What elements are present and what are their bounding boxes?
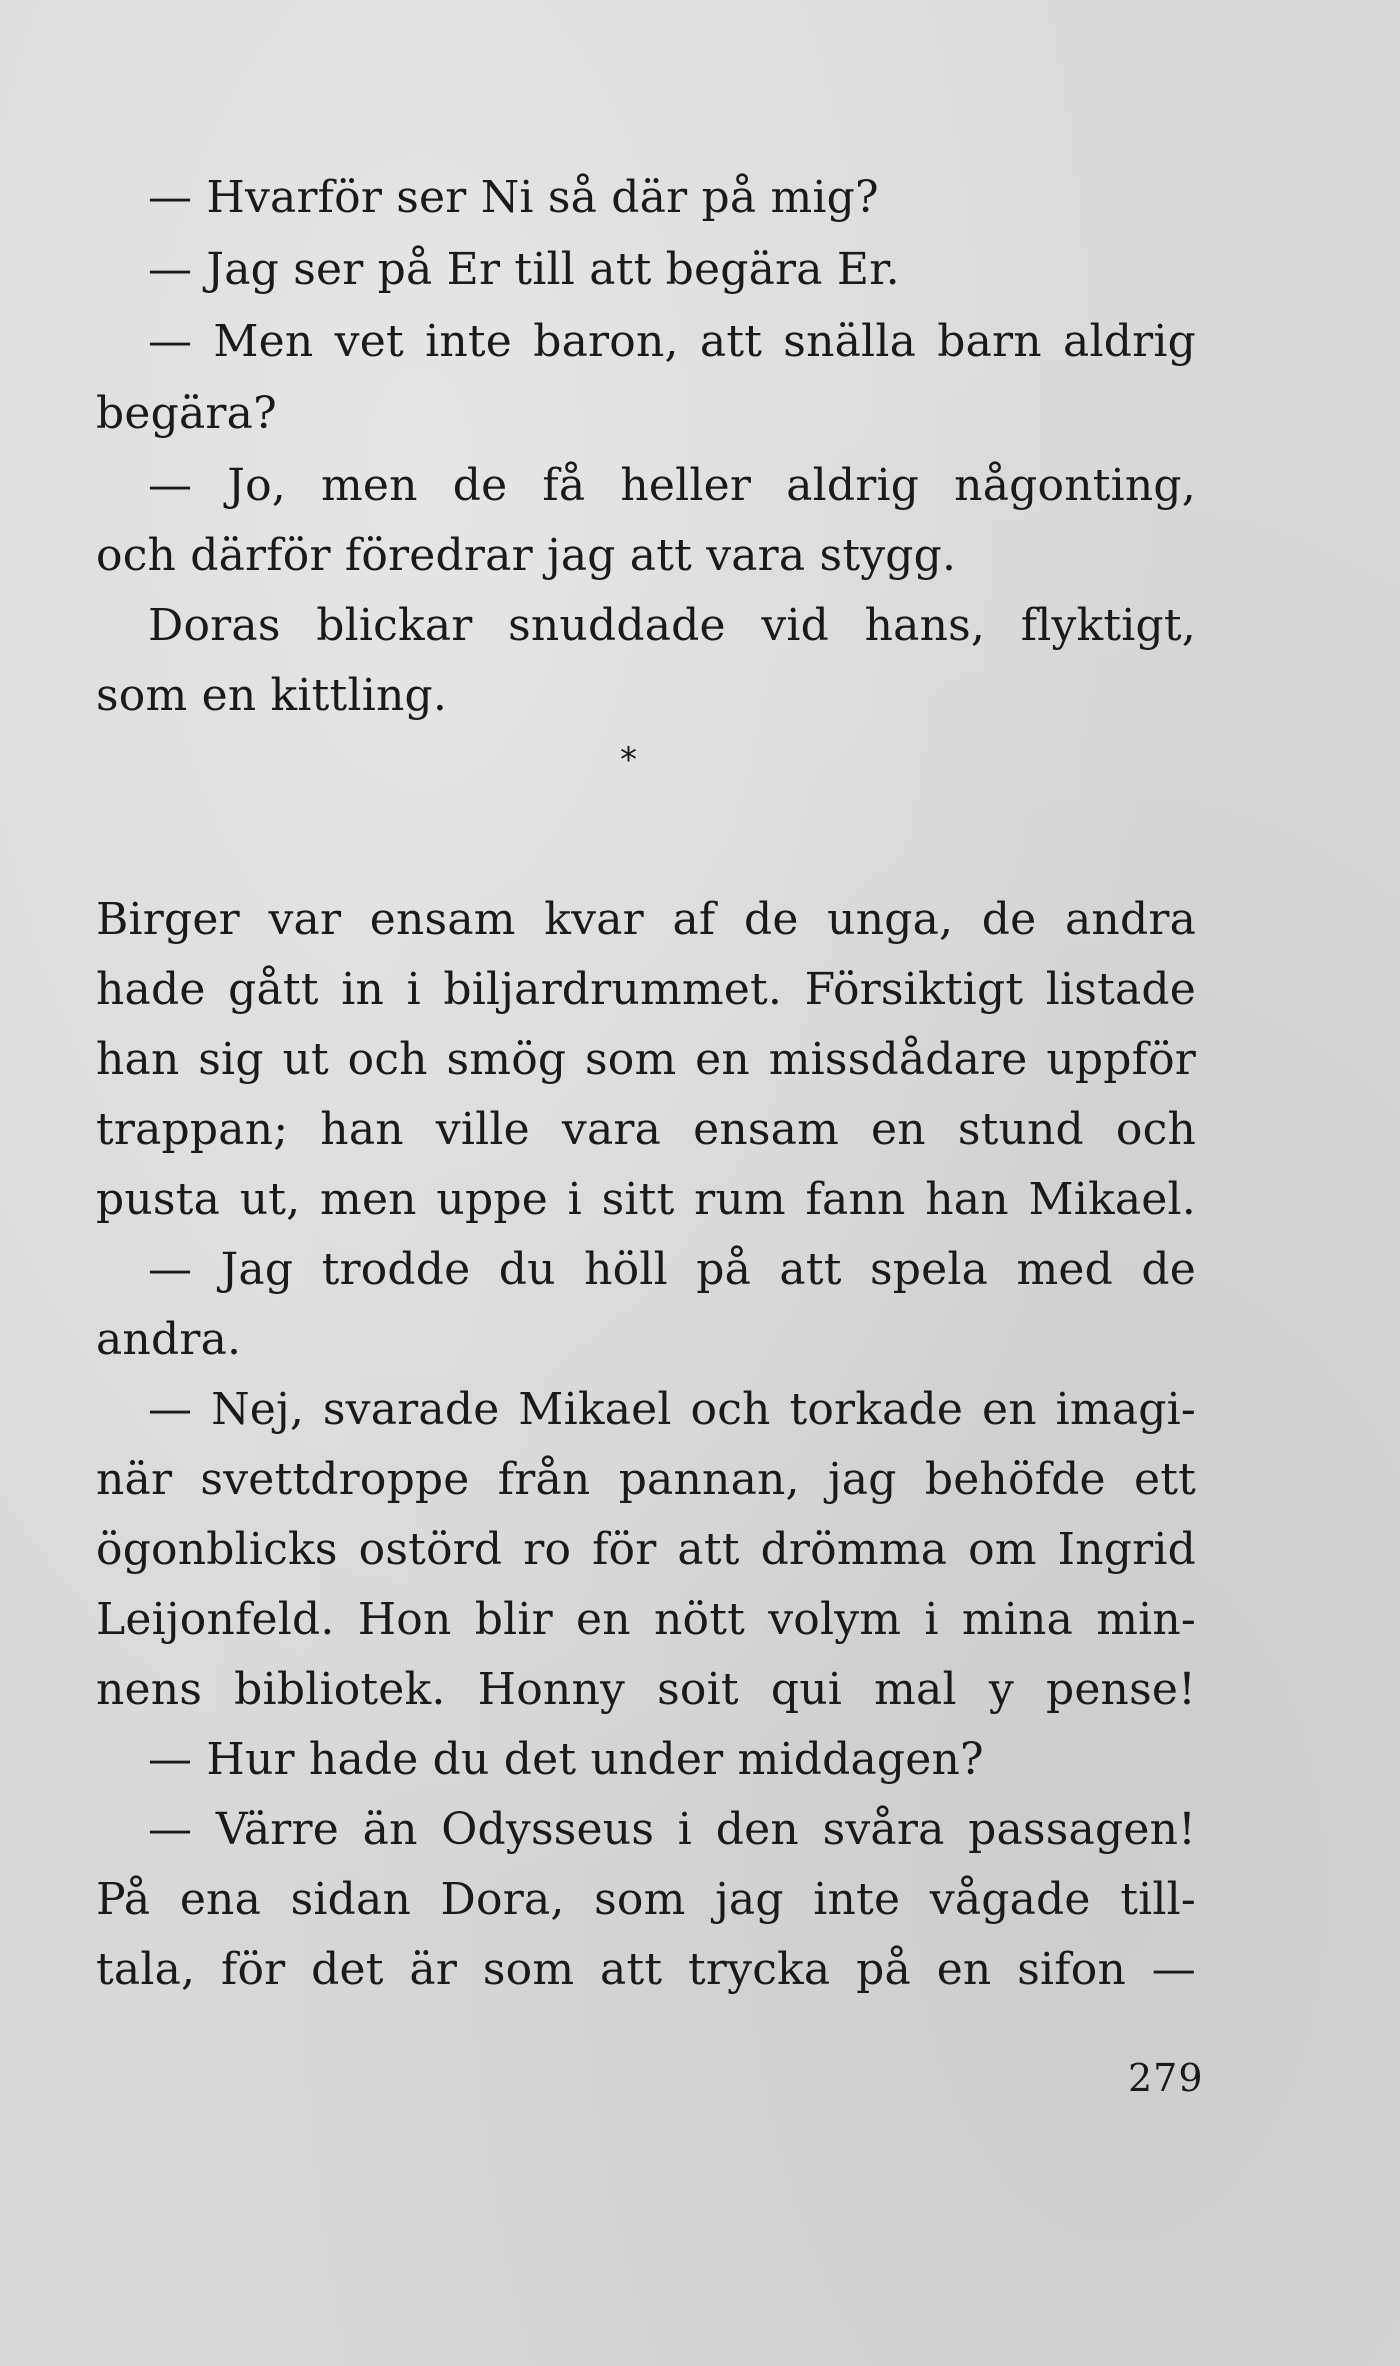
text-line: På ena sidan Dora, som jag inte vågade till-: [96, 1874, 1196, 1925]
text-line: när svettdroppe från pannan, jag behöfde ett: [96, 1454, 1196, 1505]
text-line: och därför föredrar jag att vara stygg.: [96, 530, 957, 581]
text-line: nens bibliotek. Honny soit qui mal y pense!: [96, 1664, 1196, 1715]
text-line: hade gått in i biljardrummet. Försiktigt listade: [96, 964, 1196, 1015]
text-line: andra.: [96, 1314, 242, 1365]
text-line: — Jag trodde du höll på att spela med de: [148, 1244, 1196, 1295]
page-number: 279: [1128, 2056, 1204, 2100]
text-line: han sig ut och smög som en missdådare uppför: [96, 1034, 1196, 1085]
text-line: pusta ut, men uppe i sitt rum fann han Mikael.: [96, 1174, 1196, 1225]
text-line: — Hur hade du det under middagen?: [148, 1734, 984, 1785]
text-line: ögonblicks ostörd ro för att drömma om Ingrid: [96, 1524, 1196, 1575]
text-line: som en kittling.: [96, 670, 448, 721]
text-line: — Hvarför ser Ni så där på mig?: [148, 172, 879, 223]
text-line: tala, för det är som att trycka på en sifon —: [96, 1944, 1196, 1995]
text-line: Leijonfeld. Hon blir en nött volym i mina min-: [96, 1594, 1196, 1645]
text-line: — Men vet inte baron, att snälla barn aldrig: [148, 316, 1196, 367]
text-line: — Värre än Odysseus i den svåra passagen!: [148, 1804, 1196, 1855]
text-line: — Jo, men de få heller aldrig någonting,: [148, 460, 1196, 511]
section-break-asterisk: *: [620, 740, 637, 780]
text-line: — Jag ser på Er till att begära Er.: [148, 244, 900, 295]
text-line: Birger var ensam kvar af de unga, de andra: [96, 894, 1196, 945]
text-line: Doras blickar snuddade vid hans, flyktigt,: [148, 600, 1196, 651]
text-line: — Nej, svarade Mikael och torkade en imagi-: [148, 1384, 1196, 1435]
text-line: trappan; han ville vara ensam en stund och: [96, 1104, 1196, 1155]
text-line: begära?: [96, 388, 277, 439]
